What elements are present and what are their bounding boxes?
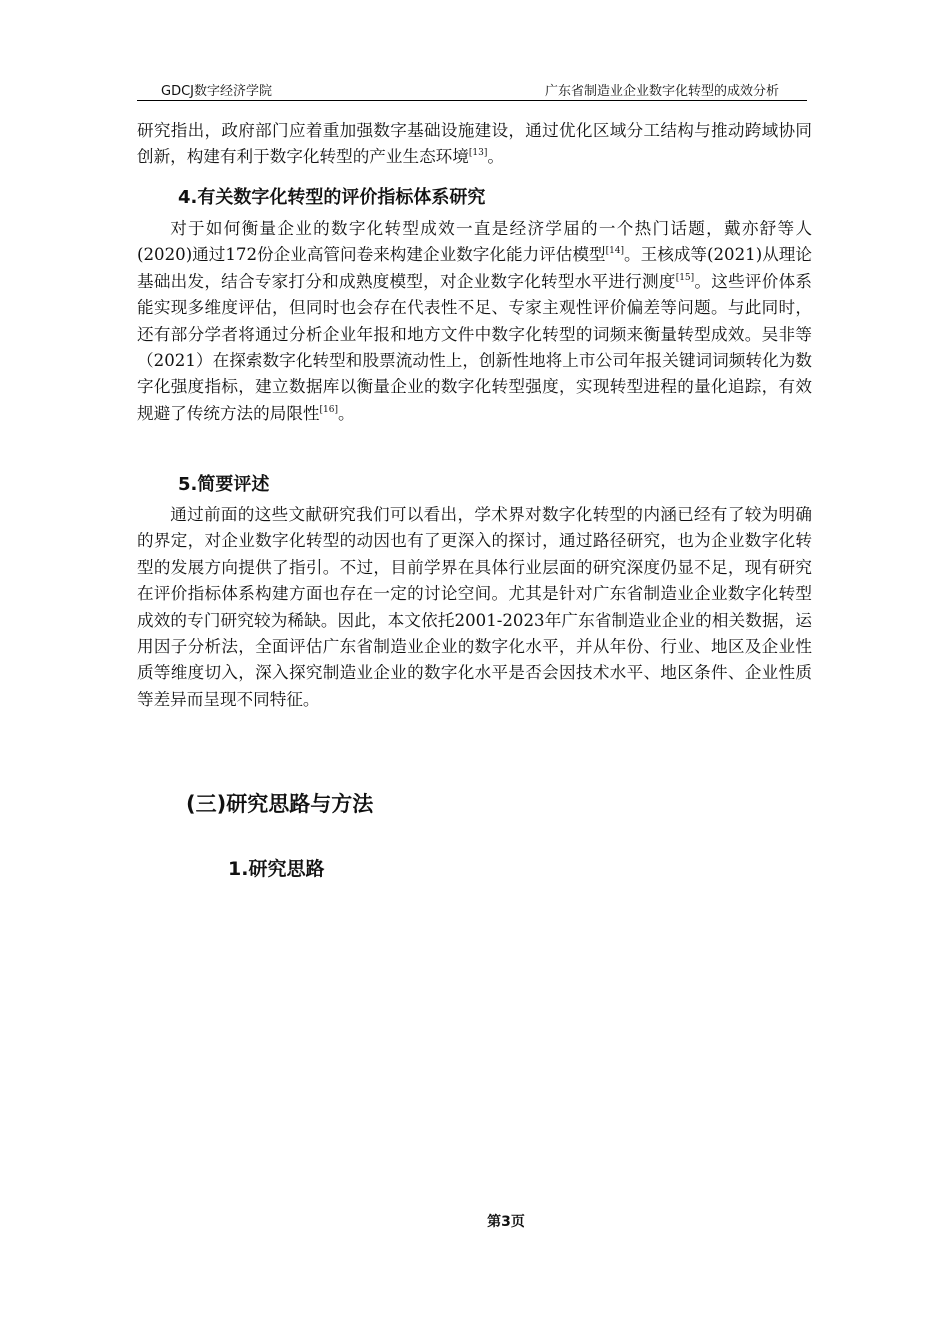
page-number: 第3页: [487, 1214, 525, 1230]
paragraph-brief-review: 通过前面的这些文献研究我们可以看出，学术界对数字化转型的内涵已经有了较为明确的界定，对企业数字化转型的动因也有了更深入的探讨，通过路径研究，也为企业数字化转型的发展方向提供了指引。不过，目前学界在具体行业层面的研究深度仍显不足，现有研究在评价指标体系构建方面也存在一定的讨论空间。尤其是针对广东省制造业企业数字化转型成效的专门研究较为稀缺。因此，本文依托2001-2023年广东省制造业企业的相关数据，运用因子分析法，全面评估广东省制造业企业的数字化水平，并从年份、行业、地区及企业性质等维度切入，深入探究制造业企业的数字化水平是否会因技术水平、地区条件、企业性质等差异而呈现不同特征。: [137, 505, 812, 709]
citation-13[interactable]: [13]: [468, 148, 488, 159]
heading-brief-review: 5.简要评述: [178, 474, 270, 495]
header-institution: GDCJ数字经济学院: [161, 84, 272, 99]
paragraph-text: 研究指出，政府部门应着重加强数字基础设施建设，通过优化区域分工结构与推动跨域协同创新，构建有利于数字化转型的产业生态环境: [137, 121, 812, 167]
page-header: [137, 76, 807, 101]
citation-14[interactable]: [14]: [605, 246, 625, 257]
section-heading-research-approach: (三)研究思路与方法: [186, 792, 374, 816]
paragraph-evaluation-index: [137, 216, 812, 427]
paragraph-end: 。: [487, 147, 504, 167]
heading-evaluation-index-research: 4.有关数字化转型的评价指标体系研究: [178, 187, 486, 208]
header-paper-title: 广东省制造业企业数字化转型的成效分析: [544, 84, 779, 99]
citation-16[interactable]: [16]: [319, 404, 339, 415]
paragraph-end: 。: [338, 403, 355, 423]
paragraph-text-2: 。王核成等(2021)从理论基础出发，结合专家打分和成熟度模型，对企业数字化转型水平进行测度: [137, 245, 812, 291]
paragraph-text-3: 。这些评价体系能实现多维度评估，但同时也会存在代表性不足、专家主观性评价偏差等问题。与此同时，还有部分学者将通过分析企业年报和地方文件中数字化转型的词频来衡量转型成效。吴非等（2021）在探索数字化转型和股票流动性上，创新性地将上市公司年报关键词词频转化为数字化强度指标，建立数据库以衡量企业的数字化转型强度，实现转型进程的量化追踪，有效规避了传统方法的局限性: [137, 271, 813, 423]
paragraph-government-infrastructure: [137, 118, 812, 171]
subsection-heading-research-idea: 1.研究思路: [228, 858, 325, 880]
citation-15[interactable]: [15]: [675, 272, 695, 283]
paragraph-text-1: 对于如何衡量企业的数字化转型成效一直是经济学届的一个热门话题，戴亦舒等人(2020)通过172份企业高管问卷来构建企业数字化能力评估模型: [137, 219, 812, 265]
